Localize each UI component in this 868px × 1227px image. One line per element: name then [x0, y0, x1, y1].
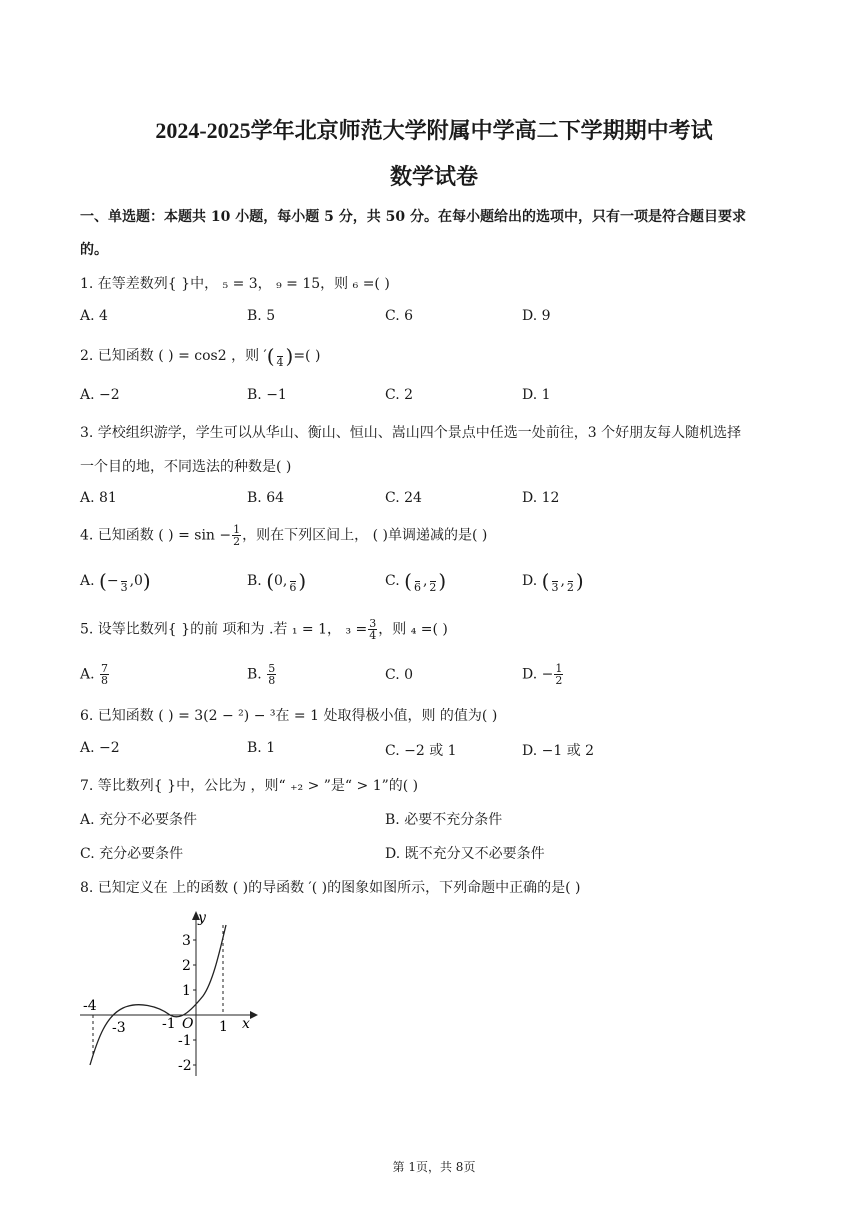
q4-stem-a: 4. 已知函数 ( ) = sin −	[80, 527, 232, 544]
q2-frac-den: 4	[276, 355, 284, 369]
y-label-m2: -2	[178, 1058, 192, 1074]
q3-option-b: B. 64	[247, 490, 285, 506]
q5-fraction: $\frac{3}{4}$	[369, 617, 377, 642]
page-footer: 第 1页，共 8页	[392, 1160, 476, 1174]
question-6-stem: 6. 已知函数 ( ) = 3(2 − ²) − ³在 = 1 处取得极小值，则 的值为( )	[80, 708, 498, 724]
q5-option-a: A. $\frac{7}{8}$	[80, 662, 109, 687]
q3-option-d: D. 12	[522, 490, 560, 506]
q5-option-c: C. 0	[385, 667, 414, 683]
q3-option-a: A. 81	[80, 490, 117, 506]
q4-option-b: B. (0, 6 )	[247, 569, 307, 594]
x-label-m4: -4	[83, 998, 97, 1014]
exam-title: 2024-2025学年北京师范大学附属中学高二下学期期中考试	[155, 118, 713, 143]
derivative-graph-figure	[78, 908, 258, 1080]
q4-stem-b: ，则在下列区间上， ( )单调递减的是( )	[242, 527, 488, 544]
q4-fraction: $\frac{1}{2}$	[233, 523, 241, 548]
q5-stem-b: ，则 ₄ =( )	[378, 621, 448, 638]
q2-option-d: D. 1	[522, 387, 551, 403]
x-label-m3: -3	[112, 1020, 126, 1036]
q2-option-a: A. −2	[80, 387, 120, 403]
q6-option-b: B. 1	[247, 740, 276, 756]
q5-option-d: D. − $\frac{1}{2}$	[522, 662, 563, 687]
q4-option-c: C. ( 6 , 2 )	[385, 569, 447, 594]
q6-option-a: A. −2	[80, 740, 120, 756]
question-1-stem: 1. 在等差数列{ }中， ₅ = 3， ₉ = 15，则 ₆ =( )	[80, 276, 390, 292]
y-axis-label: y	[198, 910, 206, 926]
question-4-stem	[80, 524, 487, 547]
y-label-2: 2	[182, 958, 191, 974]
y-label-m1: -1	[178, 1033, 192, 1049]
q7-option-a: A. 充分不必要条件	[80, 812, 198, 828]
q7-option-d: D. 既不充分又不必要条件	[385, 846, 545, 862]
q6-option-c: C. −2 或 1	[385, 743, 457, 759]
q6-option-d: D. −1 或 2	[522, 743, 595, 759]
question-5-stem	[80, 618, 448, 641]
question-8-stem: 8. 已知定义在 上的函数 ( )的导函数 ′( )的图象如图所示，下列命题中正确的是( )	[80, 880, 581, 896]
section-heading: 一、单选题：本题共 10 小题，每小题 5 分，共 50 分。在每小题给出的选项中，只有一项是符合题目要求	[80, 209, 746, 225]
q1-option-b: B. 5	[247, 308, 276, 324]
q3-option-c: C. 24	[385, 490, 422, 506]
x-axis-arrow	[250, 1011, 258, 1019]
section-heading-cont: 的。	[80, 242, 108, 258]
q7-option-b: B. 必要不充分条件	[385, 812, 503, 828]
q2-stem-b: =( )	[293, 348, 321, 364]
q1-option-c: C. 6	[385, 308, 414, 324]
origin-label: O	[182, 1016, 194, 1032]
question-3-stem: 3. 学校组织游学，学生可以从华山、衡山、恒山、嵩山四个景点中任选一处前往，3 个好朋友每人随机选择	[80, 425, 742, 441]
question-7-stem: 7. 等比数列{ }中，公比为 ，则“ ₊₂ > ”是“ > 1”的( )	[80, 778, 419, 794]
q4-option-d: D. ( 3 , 2 )	[522, 569, 584, 594]
x-label-1: 1	[219, 1019, 228, 1035]
x-axis-label: x	[242, 1016, 250, 1032]
y-label-1: 1	[182, 983, 191, 999]
q4-option-a: A. (− 3 ,0)	[80, 569, 151, 594]
x-label-m1: -1	[162, 1016, 176, 1032]
y-label-3: 3	[182, 933, 191, 949]
q2-option-c: C. 2	[385, 387, 414, 403]
q2-stem-a: 2. 已知函数 ( ) = cos2 ，则 ′	[80, 348, 267, 364]
q5-stem-a: 5. 设等比数列{ }的前 项和为 .若 ₁ = 1， ₃ =	[80, 621, 368, 638]
question-2-stem: 2. 已知函数 ( ) = cos2 ，则 ′( 4 )=( )	[80, 344, 321, 369]
q1-option-a: A. 4	[80, 308, 108, 324]
q2-option-b: B. −1	[247, 387, 287, 403]
q1-option-d: D. 9	[522, 308, 551, 324]
question-3-stem-cont: 一个目的地，不同选法的种数是( )	[80, 459, 292, 475]
q7-option-c: C. 充分必要条件	[80, 846, 184, 862]
q5-option-b: B. $\frac{5}{8}$	[247, 662, 276, 687]
q2-fraction	[276, 345, 285, 368]
exam-subtitle: 数学试卷	[389, 164, 478, 189]
derivative-curve	[90, 925, 226, 1065]
